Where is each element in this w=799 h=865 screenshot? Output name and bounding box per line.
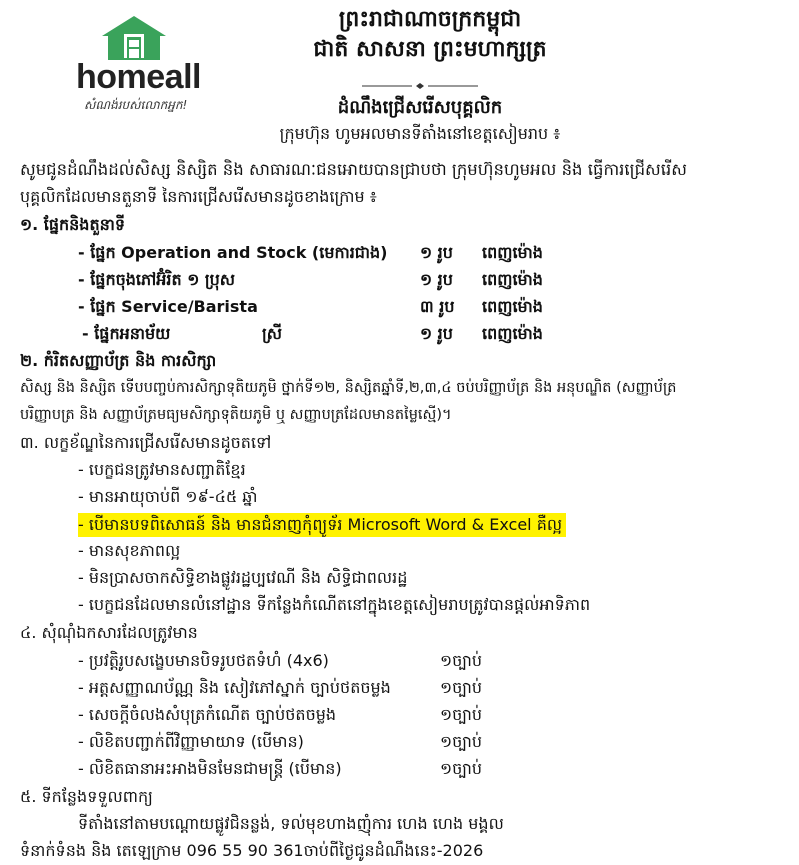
intro-line-1: សូមជូនដំណឹងដល់សិស្ស និស្សិត និង សាធារណៈជនអោយបានជ្រាបថា ក្រុមហ៊ុនហូមអល និង ធ្វើការជ្រើសរើស bbox=[20, 160, 687, 179]
document-qty: ១ច្បាប់ bbox=[440, 678, 483, 697]
position-count: ១ រូប bbox=[420, 243, 453, 262]
section5-heading: ៥. ទីកន្លែងទទួលពាក្យ bbox=[20, 787, 153, 806]
education-line-1: សិស្ស និង និស្សិត ទើបបញ្ចប់ការសិក្សាទុតិយភូមិ ថ្នាក់ទី១២, និស្សិតឆ្នាំទី,២,៣,៤ ចប់បរិញ្ញាប័ត្រ និង អនុបណ្ឌិត (សញ្ញាប័ត្រ bbox=[20, 380, 677, 396]
document-item: - សេចក្តីចំលងសំបុត្រកំណើត ច្បាប់ថតចម្លង bbox=[78, 705, 337, 724]
education-line-2: បរិញ្ញាបត្រ និង សញ្ញាប័ត្រមធ្យមសិក្សាទុតិយភូមិ ឬ សញ្ញាបត្រដែលមានតម្លៃស្មើ)។ bbox=[20, 407, 452, 423]
ornament-divider-icon bbox=[360, 74, 480, 80]
document-qty: ១ច្បាប់ bbox=[440, 651, 483, 670]
position-count: ១ រូប bbox=[420, 270, 453, 289]
company-line: ក្រុមហ៊ុន ហូមអលមានទីតាំងនៅខេត្តសៀមរាប ៖ bbox=[279, 124, 561, 143]
document-item: - អត្តសញ្ញាណប័ណ្ណ និង សៀវភៅស្នាក់ ច្បាប់ថតចម្លង bbox=[78, 678, 391, 697]
intro-line-2: បុគ្គលិកដែលមានតួនាទី នៃការជ្រើសរើសមានដូចខាងក្រោម ៖ bbox=[20, 187, 377, 206]
requirement-item: - មិនប្រាសចាកសិទ្ធិខាងផ្លូវរដ្ឋប្បវេណី និង សិទ្ធិជាពលរដ្ឋ bbox=[78, 568, 408, 587]
position-type: ពេញម៉ោង bbox=[482, 324, 543, 343]
position-count: ១ រូប bbox=[420, 324, 453, 343]
announcement-title: ដំណឹងជ្រើសរើសបុគ្គលិក bbox=[337, 97, 503, 118]
kingdom-title: ព្រះរាជាណាចក្រកម្ពុជា bbox=[338, 7, 522, 32]
position-name: - ផ្នែក Service/Barista bbox=[78, 297, 258, 316]
position-gender: ស្រី bbox=[262, 324, 282, 343]
section1-heading: ១. ផ្នែកនិងតួនាទី bbox=[20, 215, 126, 234]
document-item: - លិខិតបញ្ជាក់ពីវិញ្ញាមាយាទ (បើមាន) bbox=[78, 732, 304, 751]
logo-tagline: សំណង់របស់លោកអ្នក! bbox=[84, 98, 188, 112]
position-type: ពេញម៉ោង bbox=[482, 297, 543, 316]
requirement-item: - មានអាយុចាប់ពី ១៩-៤៥ ឆ្នាំ bbox=[78, 487, 258, 506]
contact-line: ទំនាក់ទំនង និង តេឡេក្រាម 096 55 90 361ចាប់ពីថ្ងៃជូនដំណឹងនេះ-2026 bbox=[20, 841, 484, 860]
requirement-item: - មានសុខភាពល្អ bbox=[78, 541, 181, 560]
section3-heading: ៣. លក្ខខ័ណ្ឌនៃការជ្រើសរើសមានដូចតទៅ bbox=[20, 433, 272, 452]
motto-title: ជាតិ សាសនា ព្រះមហាក្សត្រ bbox=[313, 37, 547, 62]
position-type: ពេញម៉ោង bbox=[482, 270, 543, 289]
section2-heading: ២. កំរិតសញ្ញាប័ត្រ និង ការសិក្សា bbox=[20, 351, 217, 370]
position-name: - ផ្នែក Operation and Stock (មេការជាង) bbox=[78, 243, 388, 262]
document-qty: ១ច្បាប់ bbox=[440, 759, 483, 778]
requirement-item: - បេក្ខជនត្រូវមានសញ្ជាតិខ្មែរ bbox=[78, 460, 246, 479]
document-item: - ប្រវត្តិរូបសង្ខេបមានបិទរូបថតទំហំ (4x6) bbox=[78, 651, 329, 670]
logo-house-icon bbox=[96, 14, 172, 62]
position-name: - ផ្នែកអនាម័យ bbox=[82, 324, 171, 343]
document-qty: ១ច្បាប់ bbox=[440, 732, 483, 751]
logo-brand: homeall bbox=[76, 58, 201, 96]
position-type: ពេញម៉ោង bbox=[482, 243, 543, 262]
position-name: - ផ្នែកចុងភៅអ៊ំរិត ១ ប្រុស bbox=[78, 270, 236, 289]
application-address: ទីតាំងនៅតាមបណ្តោយផ្លូវជិនន្លង់, ទល់មុខហាងញុំការ ហេង ហេង មង្គល bbox=[78, 814, 504, 833]
document-qty: ១ច្បាប់ bbox=[440, 705, 483, 724]
section4-heading: ៤. សុំណុំឯកសារដែលត្រូវមាន bbox=[20, 623, 198, 642]
requirement-item-highlighted: - បើមានបទពិសោធន៍ និង មានជំនាញកុំព្យូទ័រ Microsoft Word & Excel គឺល្អ bbox=[78, 513, 566, 537]
requirement-item: - បេក្ខជនដែលមានលំនៅដ្ឋាន ទីកន្លែងកំណើតនៅក្នុងខេត្តសៀមរាបត្រូវបានផ្តល់អាទិភាព bbox=[78, 595, 591, 614]
position-count: ៣ រូប bbox=[420, 297, 455, 316]
document-item: - លិខិតធានាអះអាងមិនមែនជាមន្ត្រី (បើមាន) bbox=[78, 759, 342, 778]
